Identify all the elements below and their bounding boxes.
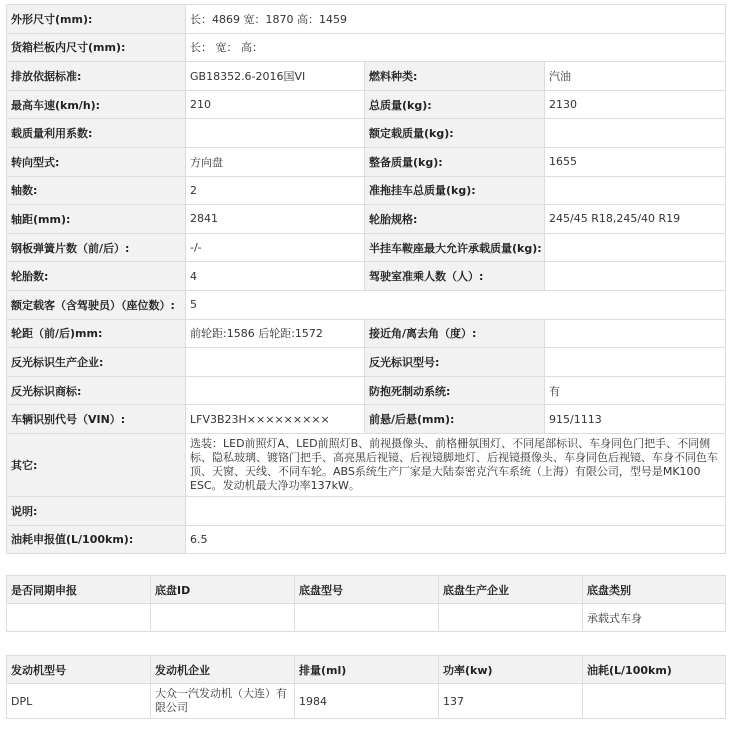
wheelbase-label: 轴距(mm):	[7, 205, 186, 234]
trailer-mass-label: 准拖挂车总质量(kg):	[365, 176, 545, 205]
note-value	[186, 496, 726, 525]
engine-data-row	[7, 684, 726, 719]
overhang-value: 915/1113	[545, 405, 726, 434]
spec-row-cargo-size	[7, 33, 726, 62]
spec-row-fuel-consumption	[7, 525, 726, 554]
engine-maker-value: 大众一汽发动机（大连）有限公司	[151, 684, 295, 719]
spec-row-tire-count	[7, 262, 726, 291]
engine-power-value: 137	[439, 684, 583, 719]
spec-row-other	[7, 433, 726, 496]
saddle-load-value	[545, 233, 726, 262]
chassis-header-model: 底盘型号	[295, 576, 439, 604]
chassis-model-value	[295, 604, 439, 632]
wheelbase-value: 2841	[186, 205, 365, 234]
track-value: 前轮距:1586 后轮距:1572	[186, 319, 365, 348]
abs-value: 有	[545, 376, 726, 405]
seats-value: 5	[186, 290, 726, 319]
axles-label: 轴数:	[7, 176, 186, 205]
engine-displacement-value: 1984	[295, 684, 439, 719]
cargo-size-label: 货箱栏板内尺寸(mm):	[7, 33, 186, 62]
spec-row-speed	[7, 90, 726, 119]
tire-spec-label: 轮胎规格:	[365, 205, 545, 234]
outer-size-value: 长：4869 宽：1870 高：1459	[186, 5, 726, 34]
reflector-maker-label: 反光标识生产企业:	[7, 348, 186, 377]
curb-mass-label: 整备质量(kg):	[365, 147, 545, 176]
chassis-type-value: 承载式车身	[583, 604, 726, 632]
engine-header-power: 功率(kw)	[439, 656, 583, 684]
vin-value: LFV3B23H×××××××××	[186, 405, 365, 434]
spec-row-wheelbase	[7, 205, 726, 234]
fuel-label: 燃料种类:	[365, 62, 545, 91]
reflector-maker-value	[186, 348, 365, 377]
other-value: 选装：LED前照灯A、LED前照灯B、前视摄像头、前格栅氛围灯、不同尾部标识、车身同色门把手、不同侧标、隐私玻璃、镀铬门把手、高亮黑后视镜、后视镜脚地灯、后视镜摄像头、车身同色后视镜、车身不同色车顶、天窗、天线、不同车轮。ABS系统生产厂家是大陆泰密克汽车系统（上海）有限公司，型号是MK100 ESC。发动机最大净功率137kW。	[186, 433, 726, 496]
spec-row-leaf-spring	[7, 233, 726, 262]
note-label: 说明:	[7, 496, 186, 525]
tire-count-value: 4	[186, 262, 365, 291]
spec-row-note	[7, 496, 726, 525]
leaf-spring-value: -/-	[186, 233, 365, 262]
fuel-value: 汽油	[545, 62, 726, 91]
spec-row-steering	[7, 147, 726, 176]
total-mass-value: 2130	[545, 90, 726, 119]
tire-count-label: 轮胎数:	[7, 262, 186, 291]
engine-table	[6, 655, 726, 719]
chassis-header-sync: 是否同期申报	[7, 576, 151, 604]
chassis-maker-value	[439, 604, 583, 632]
fuel-consumption-label: 油耗申报值(L/100km):	[7, 525, 186, 554]
vehicle-spec-table	[6, 4, 726, 554]
curb-mass-value: 1655	[545, 147, 726, 176]
approach-label: 接近角/离去角（度）:	[365, 319, 545, 348]
spec-row-axles	[7, 176, 726, 205]
chassis-id-value	[151, 604, 295, 632]
spec-row-track	[7, 319, 726, 348]
max-speed-value: 210	[186, 90, 365, 119]
spec-row-load	[7, 119, 726, 148]
spec-row-emission	[7, 62, 726, 91]
chassis-header-row	[7, 576, 726, 604]
axles-value: 2	[186, 176, 365, 205]
load-util-value	[186, 119, 365, 148]
track-label: 轮距（前/后)mm:	[7, 319, 186, 348]
rated-load-value	[545, 119, 726, 148]
spec-row-outer-size	[7, 5, 726, 34]
spec-row-vin	[7, 405, 726, 434]
engine-header-model: 发动机型号	[7, 656, 151, 684]
cab-passengers-value	[545, 262, 726, 291]
spec-row-reflector	[7, 348, 726, 377]
rated-load-label: 额定载质量(kg):	[365, 119, 545, 148]
chassis-header-id: 底盘ID	[151, 576, 295, 604]
seats-label: 额定载客（含驾驶员）（座位数）:	[7, 290, 186, 319]
reflector-brand-value	[186, 376, 365, 405]
engine-header-row	[7, 656, 726, 684]
steering-value: 方向盘	[186, 147, 365, 176]
cab-passengers-label: 驾驶室准乘人数（人）:	[365, 262, 545, 291]
engine-header-maker: 发动机企业	[151, 656, 295, 684]
spec-row-reflector-brand	[7, 376, 726, 405]
reflector-model-value	[545, 348, 726, 377]
spec-row-seats	[7, 290, 726, 319]
emission-value: GB18352.6-2016国VI	[186, 62, 365, 91]
trailer-mass-value	[545, 176, 726, 205]
fuel-consumption-value: 6.5	[186, 525, 726, 554]
chassis-header-maker: 底盘生产企业	[439, 576, 583, 604]
approach-value	[545, 319, 726, 348]
engine-header-displacement: 排量(ml)	[295, 656, 439, 684]
load-util-label: 载质量利用系数:	[7, 119, 186, 148]
engine-consumption-value	[583, 684, 726, 719]
engine-header-consumption: 油耗(L/100km)	[583, 656, 726, 684]
engine-model-value: DPL	[7, 684, 151, 719]
chassis-sync-value	[7, 604, 151, 632]
chassis-table	[6, 575, 726, 632]
abs-label: 防抱死制动系统:	[365, 376, 545, 405]
emission-label: 排放依据标准:	[7, 62, 186, 91]
other-label: 其它:	[7, 433, 186, 496]
max-speed-label: 最高车速(km/h):	[7, 90, 186, 119]
chassis-data-row	[7, 604, 726, 632]
reflector-brand-label: 反光标识商标:	[7, 376, 186, 405]
reflector-model-label: 反光标识型号:	[365, 348, 545, 377]
vin-label: 车辆识别代号（VIN）:	[7, 405, 186, 434]
steering-label: 转向型式:	[7, 147, 186, 176]
chassis-header-type: 底盘类别	[583, 576, 726, 604]
leaf-spring-label: 钢板弹簧片数（前/后）:	[7, 233, 186, 262]
outer-size-label: 外形尺寸(mm):	[7, 5, 186, 34]
tire-spec-value: 245/45 R18,245/40 R19	[545, 205, 726, 234]
overhang-label: 前悬/后悬(mm):	[365, 405, 545, 434]
total-mass-label: 总质量(kg):	[365, 90, 545, 119]
cargo-size-value: 长： 宽： 高：	[186, 33, 726, 62]
saddle-load-label: 半挂车鞍座最大允许承载质量(kg):	[365, 233, 545, 262]
